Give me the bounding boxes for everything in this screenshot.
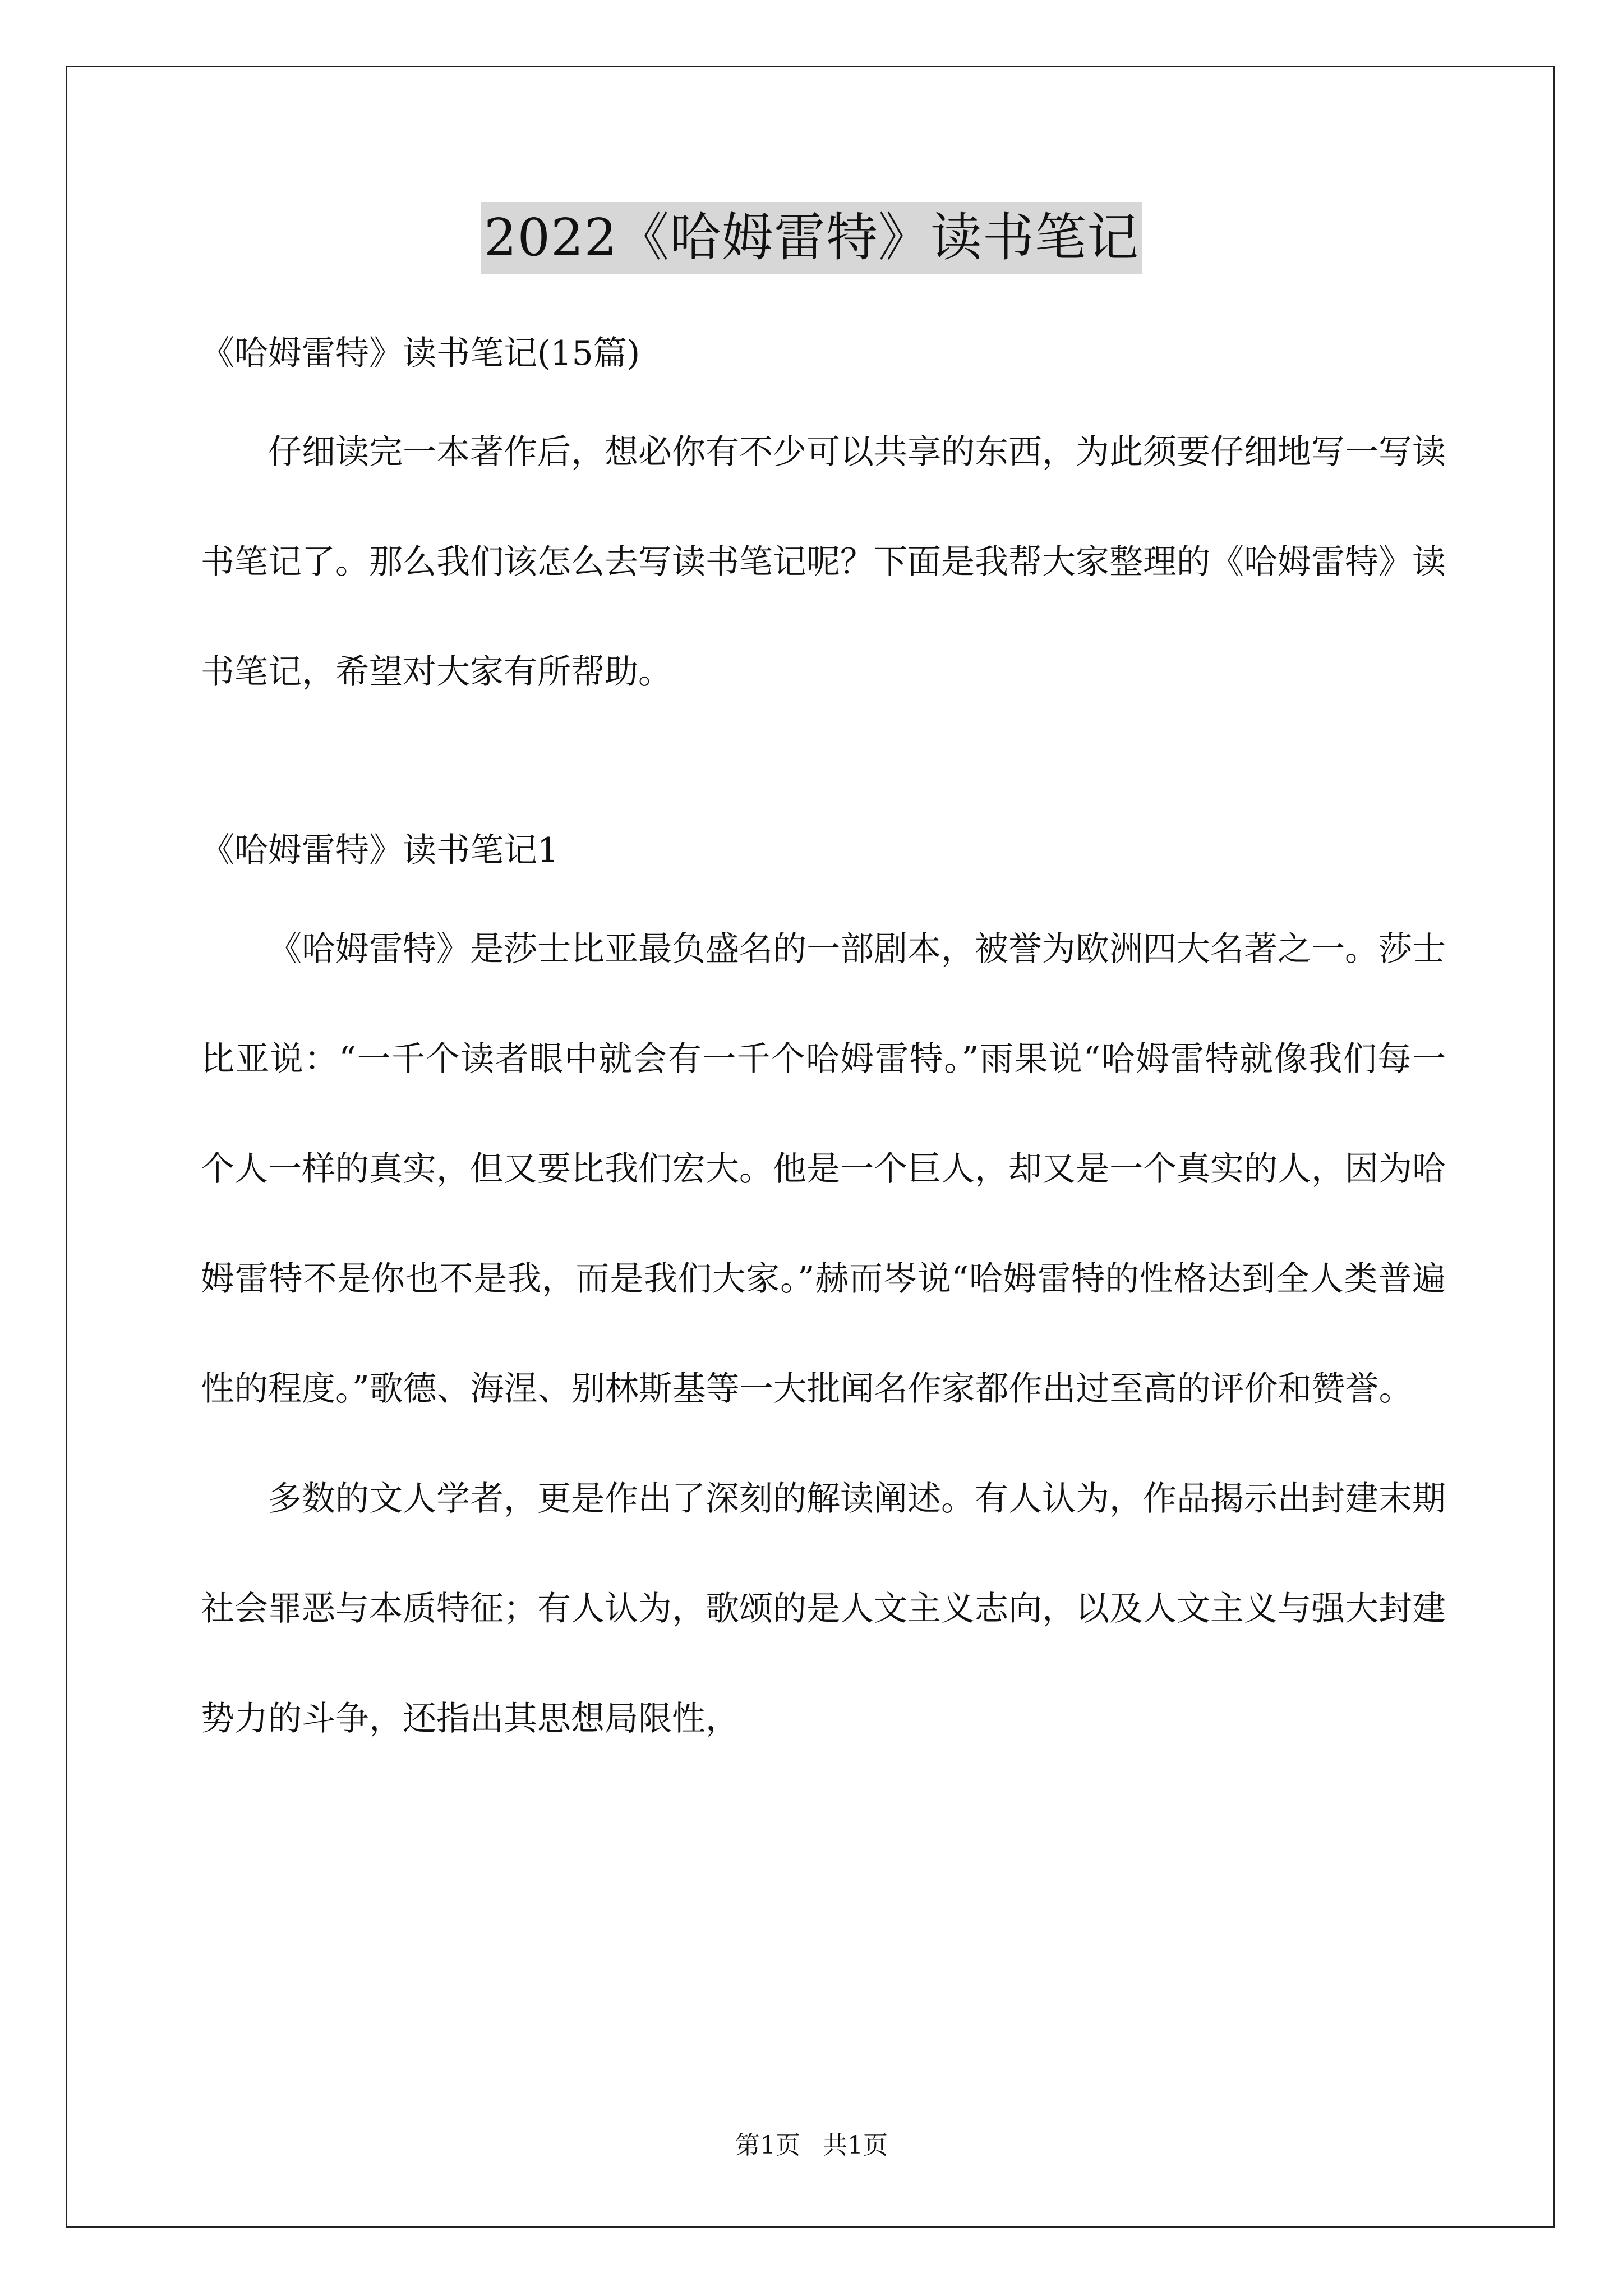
title-container [0, 202, 1623, 274]
page-footer [0, 2129, 1623, 2162]
document-title: 2022《哈姆雷特》读书笔记 [481, 202, 1142, 274]
intro-paragraph: 仔细读完一本著作后，想必你有不少可以共享的东西，为此须要仔细地写一写读书笔记了。那么我们该怎么去写读书笔记呢？下面是我帮大家整理的《哈姆雷特》读书笔记，希望对大家有所帮助。 [201, 432, 1446, 692]
document-body [201, 303, 1446, 1774]
document-subtitle: 《哈姆雷特》读书笔记(15篇) [201, 334, 640, 373]
page-number: 第1页 [735, 2131, 800, 2160]
body-paragraph-1: 《哈姆雷特》是莎士比亚最负盛名的一部剧本，被誉为欧洲四大名著之一。莎士比亚说：“一千个读者眼中就会有一千个哈姆雷特。”雨果说“哈姆雷特就像我们每一个人一样的真实，但又要比我们宏大。他是一个巨人，却又是一个真实的人，因为哈姆雷特不是你也不是我，而是我们大家。”赫而岑说“哈姆雷特的性格达到全人类普遍性的程度。”歌德、海涅、别林斯基等一大批闻名作家都作出过至高的评价和赞誉。 [201, 930, 1446, 1409]
page-total: 共1页 [823, 2131, 888, 2160]
section-heading: 《哈姆雷特》读书笔记1 [201, 831, 559, 870]
section-gap [201, 727, 1446, 811]
body-paragraph-2: 多数的文人学者，更是作出了深刻的解读阐述。有人认为，作品揭示出封建末期社会罪恶与本质特征；有人认为，歌颂的是人文主义志向，以及人文主义与强大封建势力的斗争，还指出其思想局限性， [201, 1479, 1446, 1738]
